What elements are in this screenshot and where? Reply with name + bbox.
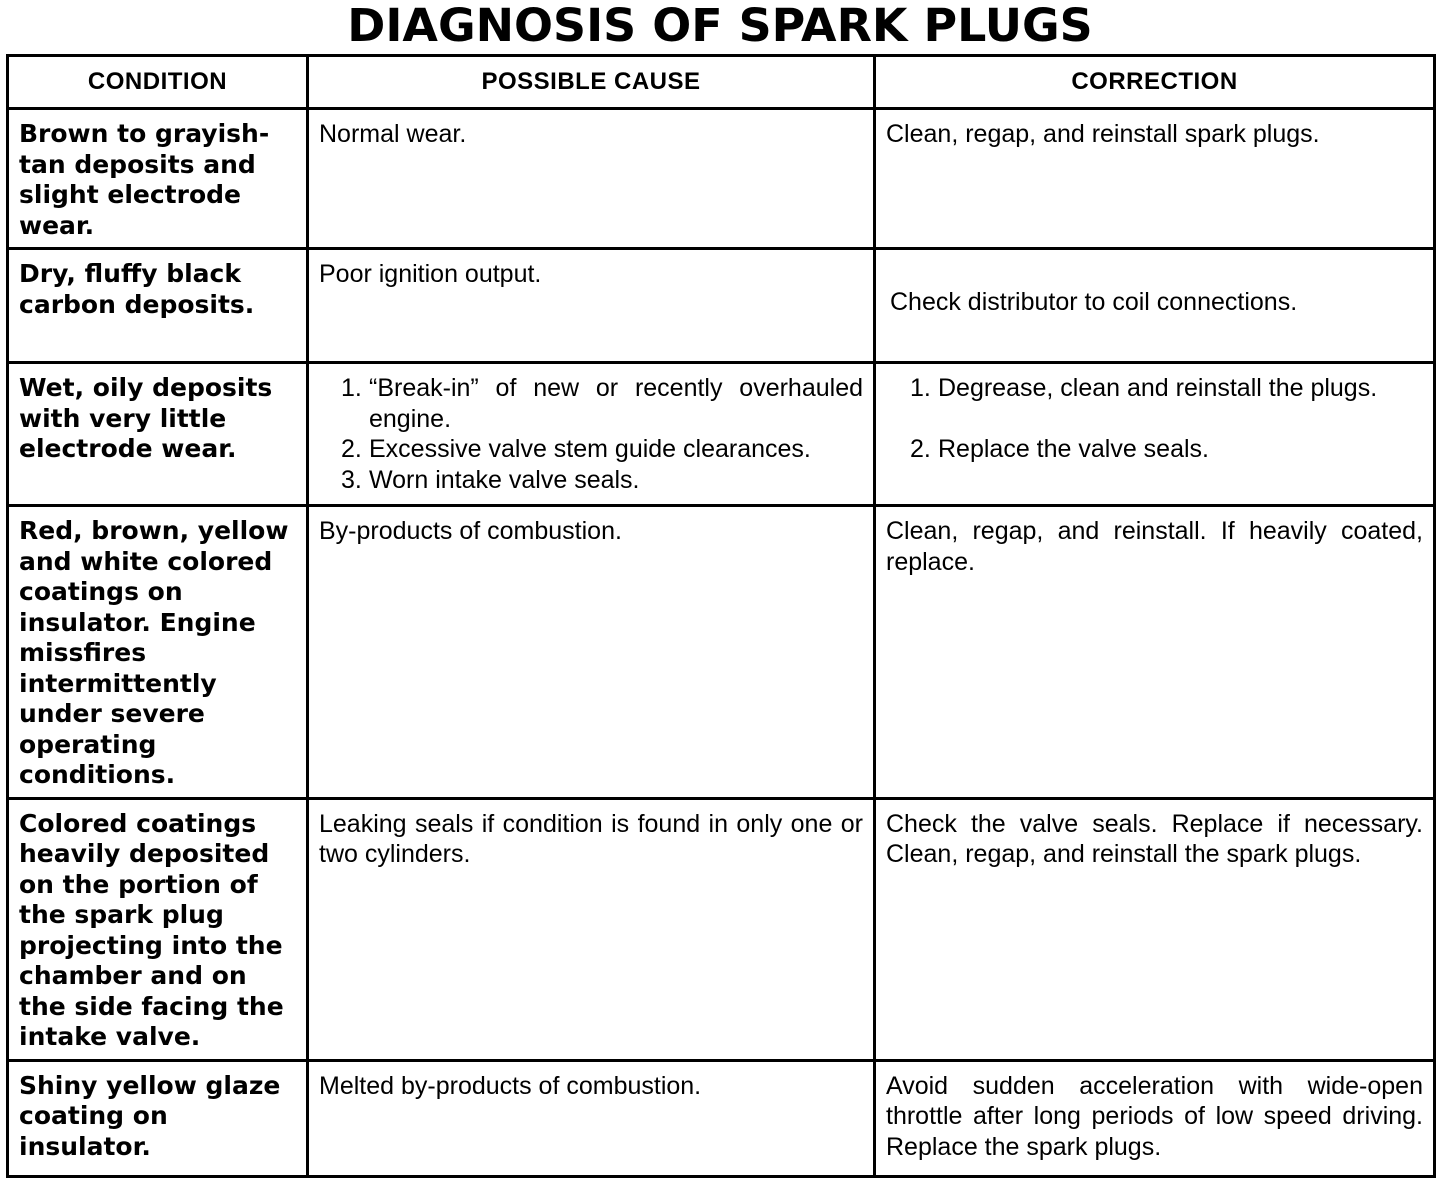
table-header-row [8,56,1435,109]
list-item [341,434,863,465]
correction-text: Check distributor to coil connections. [890,288,1298,316]
cause-cell: Poor ignition output. [308,249,875,363]
list-item-text: Replace the valve seals. [938,434,1209,463]
table-row [8,249,1435,363]
list-item-text: Excessive valve stem guide clearances. [369,435,811,463]
correction-cell [875,363,1435,506]
header-condition: CONDITION [8,56,308,109]
condition-cell: Wet, oily deposits with very little electrode wear. [8,363,308,506]
condition-cell: Dry, fluffy black carbon deposits. [8,249,308,363]
list-item-text: “Break-in” of new or recently overhauled engine. [369,374,863,433]
diagnosis-table [6,54,1436,1178]
table-row [8,798,1435,1060]
condition-cell: Brown to grayish-tan deposits and slight electrode wear. [8,109,308,249]
list-item [341,465,863,496]
list-item-number: 2. [910,434,931,463]
correction-cell [875,249,1435,363]
correction-cell: Avoid sudden acceleration with wide-open throttle after long periods of low speed driving. Replace the spark plugs. [875,1060,1435,1176]
table-row [8,1060,1435,1176]
cause-cell [308,363,875,506]
list-item [910,373,1423,404]
page-title: DIAGNOSIS OF SPARK PLUGS [347,0,1093,52]
header-correction: CORRECTION [875,56,1435,109]
cause-cell: By-products of combustion. [308,506,875,799]
list-item [910,434,1423,465]
cause-cell: Melted by-products of combustion. [308,1060,875,1176]
list-item-number: 1. [910,374,931,402]
list-item-text: Degrease, clean and reinstall the plugs. [938,374,1378,402]
table-row [8,109,1435,249]
condition-cell: Red, brown, yellow and white colored coatings on insulator. Engine missfires intermittently under severe operating conditions. [8,506,308,799]
condition-cell: Colored coatings heavily deposited on the portion of the spark plug projecting into the chamber and on the side facing the intake valve. [8,798,308,1060]
condition-cell: Shiny yellow glaze coating on insulator. [8,1060,308,1176]
cause-cell: Leaking seals if condition is found in only one or two cylinders. [308,798,875,1060]
correction-cell: Clean, regap, and reinstall. If heavily coated, replace. [875,506,1435,799]
list-item-number: 2. [341,435,362,463]
list-item [341,373,863,434]
cause-list [319,373,863,495]
cause-cell: Normal wear. [308,109,875,249]
list-item-number: 3. [341,465,362,494]
header-possible-cause: POSSIBLE CAUSE [308,56,875,109]
correction-list [886,373,1423,464]
table-row [8,506,1435,799]
table-row [8,363,1435,506]
correction-cell: Check the valve seals. Replace if necessary. Clean, regap, and reinstall the spark plugs. [875,798,1435,1060]
list-item-text: Worn intake valve seals. [369,465,640,494]
correction-cell: Clean, regap, and reinstall spark plugs. [875,109,1435,249]
list-item-number: 1. [341,374,362,402]
